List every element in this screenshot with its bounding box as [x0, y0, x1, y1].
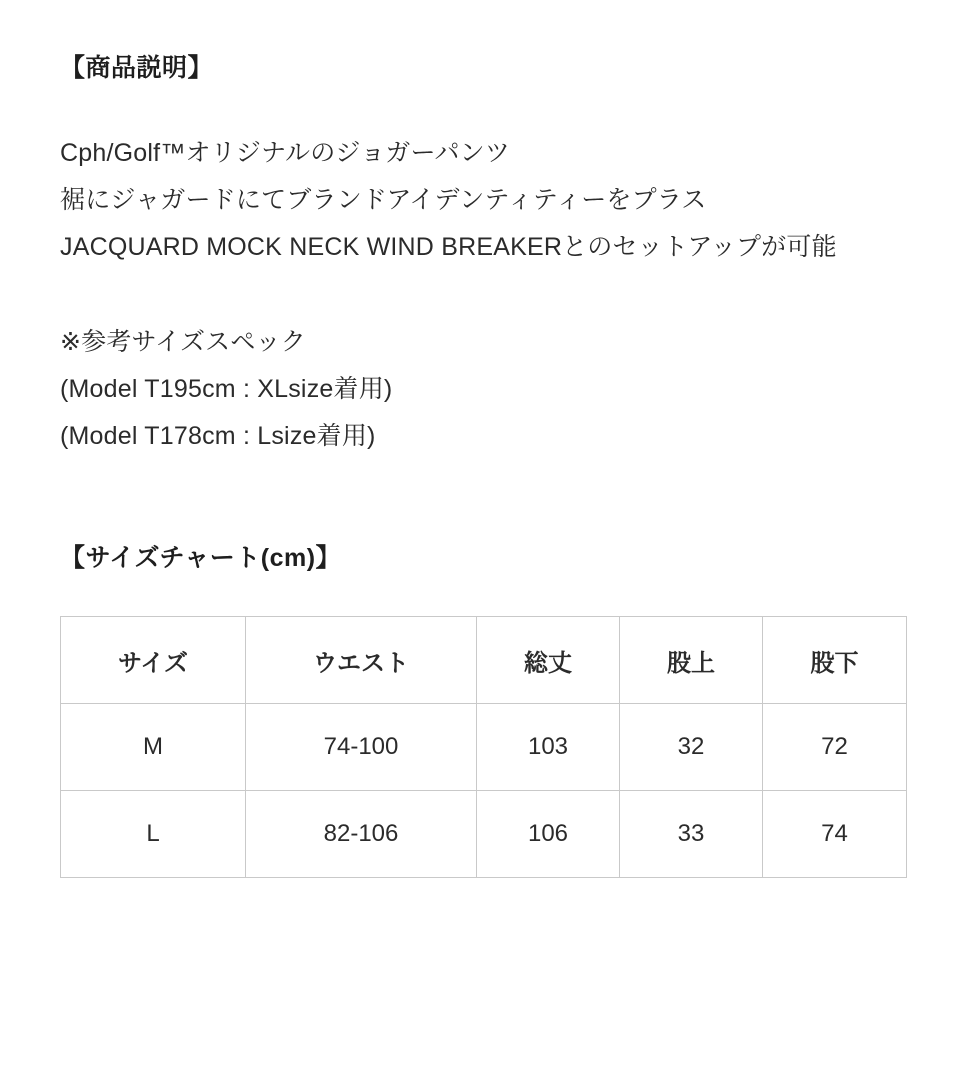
- description-heading: 【商品説明】: [60, 54, 214, 82]
- column-header-inseam: 股下: [763, 617, 907, 704]
- spec-reference-block: [60, 319, 906, 460]
- size-chart-table: [60, 616, 907, 878]
- description-body: [60, 130, 906, 271]
- description-line-3: JACQUARD MOCK NECK WIND BREAKERとのセットアップが可能: [60, 233, 837, 261]
- column-header-waist: ウエスト: [246, 617, 477, 704]
- cell-rise-l: 33: [620, 791, 763, 878]
- table-header-row: [61, 617, 907, 704]
- cell-inseam-l: 74: [763, 791, 907, 878]
- cell-waist-l: 82-106: [246, 791, 477, 878]
- spec-line-1: ※参考サイズスペック: [60, 328, 306, 356]
- cell-waist-m: 74-100: [246, 704, 477, 791]
- description-line-2: 裾にジャガードにてブランドアイデンティティーをプラス: [60, 186, 707, 214]
- column-header-total-length: 総丈: [477, 617, 620, 704]
- spec-line-3: (Model T178cm : Lsize着用): [60, 422, 376, 450]
- content-spacer: [60, 271, 906, 319]
- table-row: [61, 704, 907, 791]
- cell-total-length-m: 103: [477, 704, 620, 791]
- cell-rise-m: 32: [620, 704, 763, 791]
- cell-size-m: M: [61, 704, 246, 791]
- cell-inseam-m: 72: [763, 704, 907, 791]
- spec-line-2: (Model T195cm : XLsize着用): [60, 375, 393, 403]
- column-header-size: サイズ: [61, 617, 246, 704]
- column-header-rise: 股上: [620, 617, 763, 704]
- cell-size-l: L: [61, 791, 246, 878]
- table-row: [61, 791, 907, 878]
- size-chart-heading: 【サイズチャート(cm)】: [60, 544, 342, 572]
- description-line-1: Cph/Golf™オリジナルのジョガーパンツ: [60, 139, 511, 167]
- cell-total-length-l: 106: [477, 791, 620, 878]
